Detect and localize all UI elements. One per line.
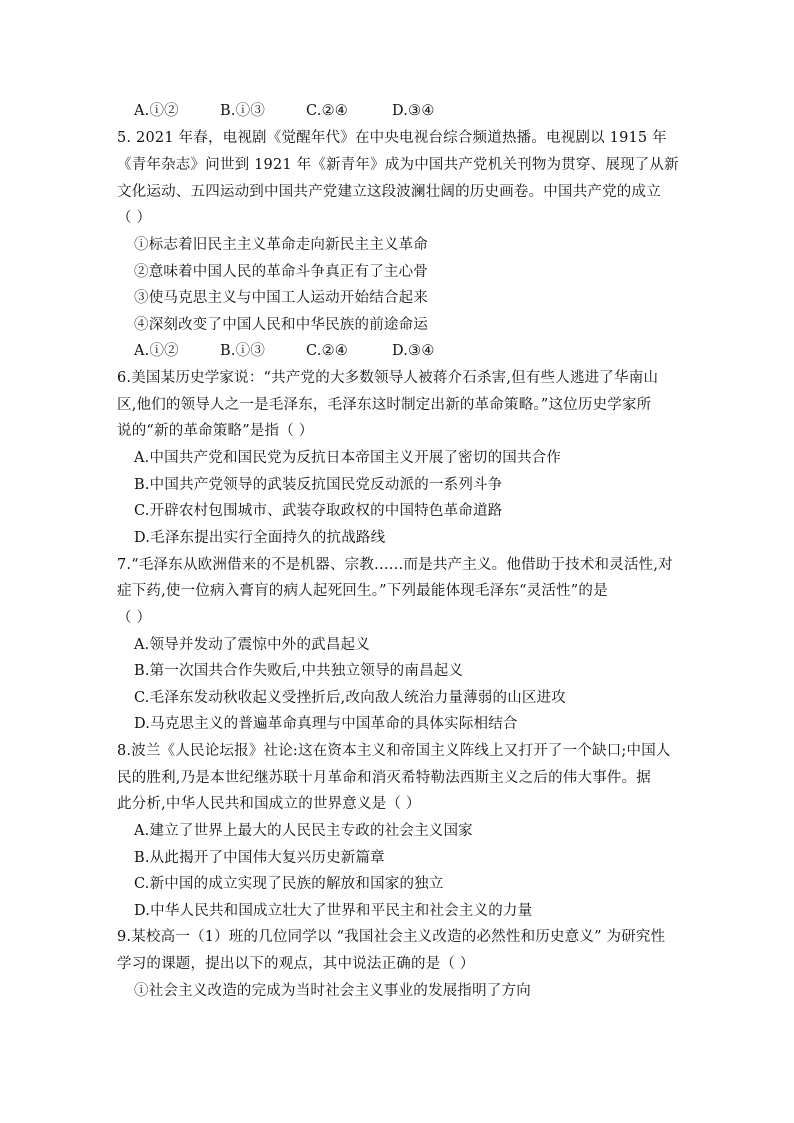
question-7-stem: 7.“毛泽东从欧洲借来的不是机器、宗教……而是共产主义。他借助于技术和灵活性,对 [117, 557, 673, 573]
option-b: B.ⓘ③ [220, 343, 266, 359]
option-b: B.ⓘ③ [220, 103, 266, 119]
choice-b: B.第一次国共合作失败后,中共独立领导的南昌起义 [134, 663, 464, 679]
question-6-stem: 6.美国某历史学家说：“共产党的大多数领导人被蒋介石杀害,但有些人逃进了华南山 [117, 370, 659, 386]
choice-a: A.中国共产党和国民党为反抗日本帝国主义开展了密切的国共合作 [134, 450, 562, 466]
statement-item: ⓘ标志着旧民主主义革命走向新民主主义革命 [134, 237, 428, 253]
answer-paren: （ ） [117, 610, 152, 626]
choice-d: D.马克思主义的普遍革命真理与中国革命的具体实际相结合 [134, 716, 518, 732]
question-5-stem-cont: 文化运动、五四运动到中国共产党建立这段波澜壮阔的历史画卷。中国共产党的成立 [117, 184, 661, 200]
answer-options [134, 341, 478, 361]
choice-c: C.新中国的成立实现了民族的解放和国家的独立 [134, 876, 444, 892]
option-c: C.②④ [306, 343, 348, 359]
question-8-stem-cont: 民的胜利,乃是本世纪继苏联十月革命和消灭希特勒法西斯主义之后的伟大事件。据 [117, 770, 652, 786]
choice-b: B.从此揭开了中国伟大复兴历史新篇章 [134, 850, 385, 866]
statement-item: ③使马克思主义与中国工人运动开始结合起来 [134, 290, 428, 306]
answer-options [134, 101, 478, 121]
option-d: D.③④ [392, 343, 435, 359]
choice-c: C.开辟农村包围城市、武装夺取政权的中国特色革命道路 [134, 503, 503, 519]
choice-b: B.中国共产党领导的武装反抗国民党反动派的一系列斗争 [134, 477, 503, 493]
statement-item: ②意味着中国人民的革命斗争真正有了主心骨 [134, 264, 428, 280]
answer-paren: （ ） [117, 210, 152, 226]
choice-c: C.毛泽东发动秋收起义受挫折后,改向敌人统治力量薄弱的山区进攻 [134, 690, 566, 706]
option-a: A.ⓘ② [134, 343, 179, 359]
question-6-stem-cont: 说的“新的革命策略”是指（ ） [117, 423, 314, 439]
question-7-stem-cont: 症下药,使一位病入膏肓的病人起死回生。”下列最能体现毛泽东“灵活性”的是 [117, 583, 608, 599]
choice-d: D.中华人民共和国成立壮大了世界和平民主和社会主义的力量 [134, 903, 533, 919]
statement-item: ④深刻改变了中国人民和中华民族的前途命运 [134, 317, 428, 333]
choice-a: A.领导并发动了震惊中外的武昌起义 [134, 637, 370, 653]
option-d: D.③④ [392, 103, 435, 119]
question-9-stem-cont: 学习的课题，提出以下的观点，其中说法正确的是（ ） [117, 956, 475, 972]
choice-d: D.毛泽东提出实行全面持久的抗战路线 [134, 530, 386, 546]
question-6-stem-cont: 区,他们的领导人之一是毛泽东，毛泽东这时制定出新的革命策略。”这位历史学家所 [117, 397, 652, 413]
question-8-stem: 8.波兰《人民论坛报》社论:这在资本主义和帝国主义阵线上又打开了一个缺口;中国人 [117, 743, 671, 759]
choice-a: A.建立了世界上最大的人民民主专政的社会主义国家 [134, 823, 473, 839]
question-9-stem: 9.某校高一（1）班的几位同学以 “我国社会主义改造的必然性和历史意义” 为研究性 [117, 929, 666, 945]
question-5-stem: 5. 2021 年春，电视剧《觉醒年代》在中央电视台综合频道热播。电视剧以 1915 年 [117, 130, 667, 146]
question-5-stem-cont: 《青年杂志》问世到 1921 年《新青年》成为中国共产党机关刊物为贯穿、展现了从新 [117, 157, 679, 173]
option-a: A.ⓘ② [134, 103, 179, 119]
question-8-stem-cont: 此分析,中华人民共和国成立的世界意义是（ ） [117, 796, 421, 812]
statement-item: ⓘ社会主义改造的完成为当时社会主义事业的发展指明了方向 [134, 983, 531, 999]
option-c: C.②④ [306, 103, 348, 119]
